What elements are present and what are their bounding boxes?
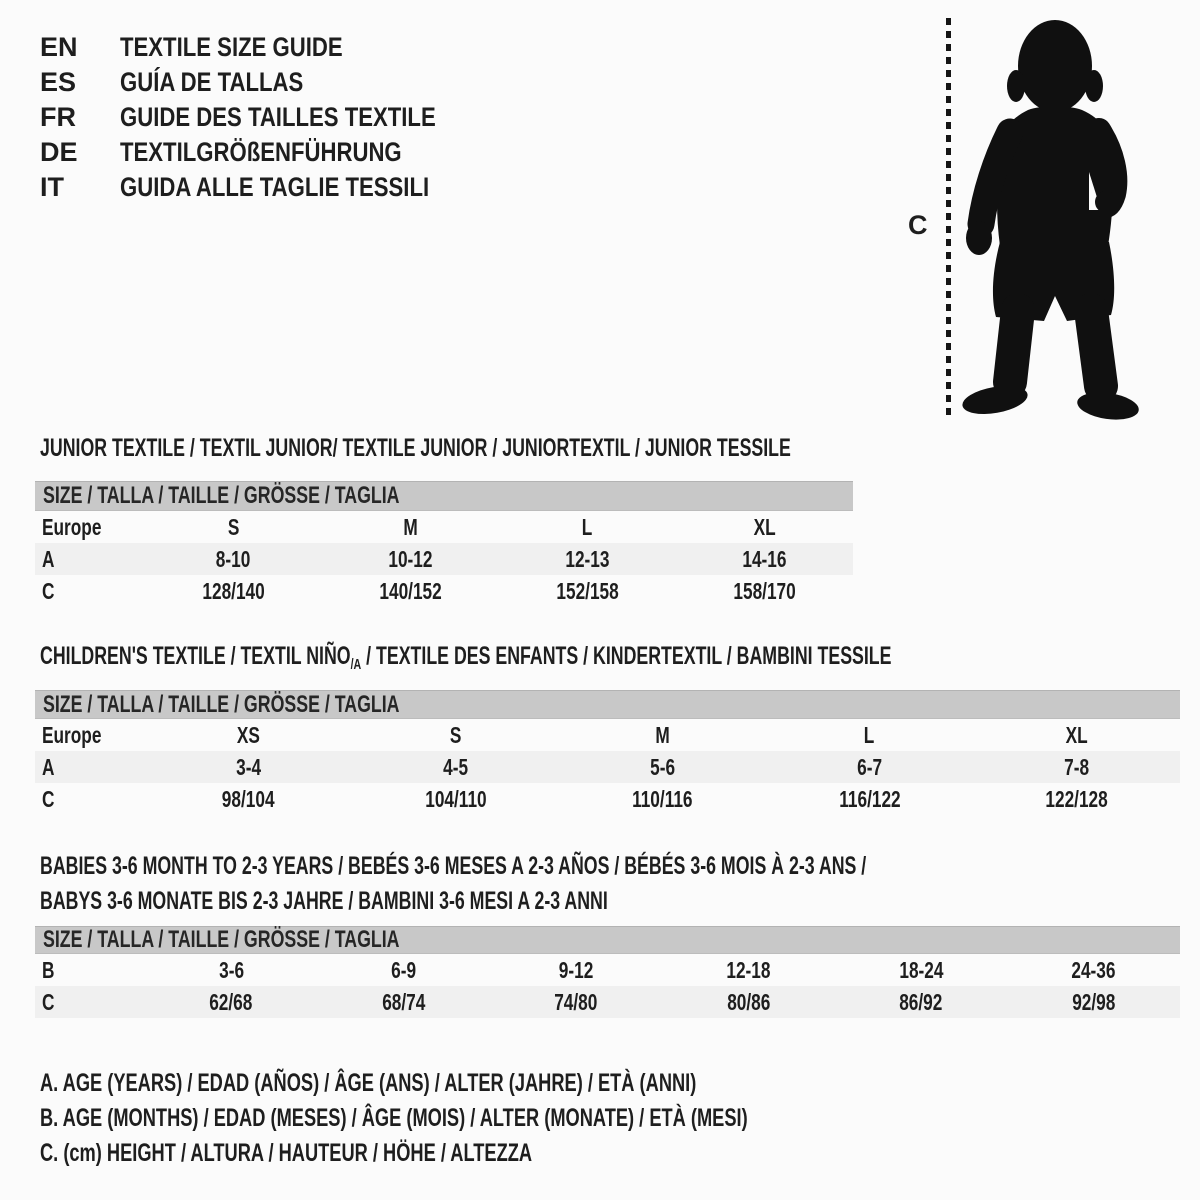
cell-text: L xyxy=(582,513,593,540)
cell-text: 8-10 xyxy=(216,545,251,572)
table-cell xyxy=(145,783,352,815)
size-header-bar xyxy=(35,481,853,511)
table-cell xyxy=(322,575,499,607)
row-label-cell xyxy=(35,986,145,1018)
cell-text: 98/104 xyxy=(222,785,275,812)
table-cell xyxy=(835,954,1008,986)
cell-text: 80/86 xyxy=(727,988,771,1015)
size-header-text: SIZE / TALLA / TAILLE / GRÖSSE / TAGLIA xyxy=(43,690,400,718)
cell-text: S xyxy=(449,721,462,748)
table-row xyxy=(35,783,1180,815)
footnote-text: C. (cm) HEIGHT / ALTURA / HAUTEUR / HÖHE / ALTEZZA xyxy=(40,1139,533,1167)
table-cell xyxy=(145,575,322,607)
footnote-line xyxy=(40,1101,1009,1136)
table-cell xyxy=(663,954,836,986)
cell-text: M xyxy=(403,513,418,540)
table-cell xyxy=(145,954,318,986)
cell-text: 104/110 xyxy=(424,785,487,812)
row-label-cell xyxy=(35,719,145,751)
section-title-text: CHILDREN'S TEXTILE / TEXTIL $NIÑO_{/A}$ / TEXTILE DES ENFANTS / KINDERTEXTIL / BAMBINI TESSILE xyxy=(40,642,892,673)
footnotes xyxy=(40,1066,1009,1171)
table-row xyxy=(35,986,1180,1018)
row-label-cell xyxy=(35,751,145,783)
table-cell xyxy=(676,511,853,543)
section-junior-textile xyxy=(35,433,853,611)
cell-text: 18-24 xyxy=(899,956,944,983)
cell-text: 3-6 xyxy=(218,956,244,983)
cell-text: 9-12 xyxy=(558,956,594,983)
footnote-text: B. AGE (MONTHS) / EDAD (MESES) / ÂGE (MOIS) / ALTER (MONATE) / ETÀ (MESI) xyxy=(40,1104,748,1132)
row-label-cell xyxy=(35,543,145,575)
cell-text: 158/170 xyxy=(733,577,796,604)
table-cell xyxy=(318,954,491,986)
cell-text: 14-16 xyxy=(742,545,787,572)
table-cell xyxy=(499,575,676,607)
table-cell xyxy=(766,783,973,815)
section-title xyxy=(40,433,1098,463)
cell-text: 68/74 xyxy=(382,988,426,1015)
table-cell xyxy=(1008,954,1181,986)
cell-text: Europe xyxy=(42,721,102,748)
cell-text: B xyxy=(42,956,55,983)
table-cell xyxy=(766,751,973,783)
language-row xyxy=(40,65,505,100)
cell-text: S xyxy=(227,513,240,540)
size-header-text: SIZE / TALLA / TAILLE / GRÖSSE / TAGLIA xyxy=(43,482,400,509)
children-size-table xyxy=(35,719,1180,815)
title-subscript: /A xyxy=(350,656,362,673)
cell-text: C xyxy=(42,988,55,1015)
language-row xyxy=(40,170,505,205)
cell-text: M xyxy=(655,721,670,748)
cell-text: 5-6 xyxy=(650,753,675,780)
language-title: TEXTILE SIZE GUIDE xyxy=(120,32,343,62)
table-cell xyxy=(973,751,1180,783)
table-cell xyxy=(663,986,836,1018)
cell-text: A xyxy=(42,545,55,572)
cell-text: L xyxy=(864,721,875,748)
language-row xyxy=(40,135,505,170)
table-cell xyxy=(318,986,491,1018)
section-title xyxy=(40,849,1200,919)
table-cell xyxy=(499,543,676,575)
table-cell xyxy=(145,751,352,783)
cell-text: 110/116 xyxy=(632,785,693,812)
language-title: GUIDA ALLE TAGLIE TESSILI xyxy=(120,172,430,202)
table-cell xyxy=(145,719,352,751)
cell-text: 140/152 xyxy=(379,577,442,604)
language-title: TEXTILGRÖßENFÜHRUNG xyxy=(120,137,402,167)
row-label-cell xyxy=(35,954,145,986)
table-cell xyxy=(145,511,322,543)
language-title: GUIDE DES TAILLES TEXTILE xyxy=(120,102,436,132)
table-row xyxy=(35,954,1180,986)
cell-text: C xyxy=(42,577,55,604)
table-cell xyxy=(145,986,318,1018)
table-cell xyxy=(766,719,973,751)
language-list xyxy=(40,30,505,205)
row-label-cell xyxy=(35,783,145,815)
cell-text: A xyxy=(42,753,55,780)
language-code: DE xyxy=(40,137,78,167)
language-code: FR xyxy=(40,102,76,132)
cell-text: XL xyxy=(753,513,776,540)
cell-text: 74/80 xyxy=(554,988,598,1015)
size-header-bar xyxy=(35,926,1180,954)
table-row xyxy=(35,543,853,575)
toddler-silhouette-icon xyxy=(958,14,1150,426)
table-cell xyxy=(352,719,559,751)
table-cell xyxy=(973,783,1180,815)
height-measure-label: C xyxy=(908,210,928,240)
cell-text: 122/128 xyxy=(1045,785,1108,812)
section-title-text: JUNIOR TEXTILE / TEXTIL JUNIOR/ TEXTILE JUNIOR / JUNIORTEXTIL / JUNIOR TESSILE xyxy=(40,434,791,462)
babies-size-table xyxy=(35,954,1180,1018)
row-label-cell xyxy=(35,575,145,607)
cell-text: 6-9 xyxy=(391,956,417,983)
table-cell xyxy=(490,954,663,986)
footnote-line xyxy=(40,1136,1009,1171)
table-row xyxy=(35,719,1180,751)
table-cell xyxy=(352,783,559,815)
cell-text: 24-36 xyxy=(1071,956,1116,983)
size-header-bar xyxy=(35,690,1180,719)
table-cell xyxy=(559,783,766,815)
language-title: GUÍA DE TALLAS xyxy=(120,67,304,97)
table-cell xyxy=(145,543,322,575)
section-babies-textile xyxy=(35,849,1180,1021)
junior-size-table xyxy=(35,511,853,607)
cell-text: 12-18 xyxy=(726,956,771,983)
cell-text: 116/122 xyxy=(838,785,901,812)
table-cell xyxy=(322,543,499,575)
cell-text: C xyxy=(42,785,55,812)
section-title-line2: BABYS 3-6 MONATE BIS 2-3 JAHRE / BAMBINI 3-6 MESI A 2-3 ANNI xyxy=(40,887,608,915)
cell-text: 6-7 xyxy=(857,753,882,780)
table-cell xyxy=(559,751,766,783)
cell-text: 128/140 xyxy=(202,577,265,604)
cell-text: 86/92 xyxy=(899,988,943,1015)
table-cell xyxy=(499,511,676,543)
table-cell xyxy=(835,986,1008,1018)
table-row xyxy=(35,511,853,543)
cell-text: 152/158 xyxy=(556,577,619,604)
language-row xyxy=(40,30,505,65)
cell-text: 10-12 xyxy=(388,545,433,572)
cell-text: XL xyxy=(1065,721,1088,748)
cell-text: Europe xyxy=(42,513,102,540)
cell-text: 3-4 xyxy=(236,753,261,780)
cell-text: 7-8 xyxy=(1064,753,1089,780)
section-title xyxy=(40,641,1200,675)
table-cell xyxy=(973,719,1180,751)
cell-text: 12-13 xyxy=(565,545,610,572)
cell-text: XS xyxy=(236,721,261,748)
table-cell xyxy=(1008,986,1181,1018)
section-childrens-textile xyxy=(35,641,1180,821)
language-code: EN xyxy=(40,32,78,62)
cell-text: 92/98 xyxy=(1072,988,1116,1015)
footnote-line xyxy=(40,1066,1009,1101)
row-label-cell xyxy=(35,511,145,543)
table-cell xyxy=(559,719,766,751)
table-cell xyxy=(490,986,663,1018)
table-cell xyxy=(676,575,853,607)
table-row xyxy=(35,751,1180,783)
table-cell xyxy=(352,751,559,783)
language-row xyxy=(40,100,505,135)
footnote-text: A. AGE (YEARS) / EDAD (AÑOS) / ÂGE (ANS) / ALTER (JAHRE) / ETÀ (ANNI) xyxy=(40,1069,697,1097)
cell-text: 62/68 xyxy=(209,988,253,1015)
size-header-text: SIZE / TALLA / TAILLE / GRÖSSE / TAGLIA xyxy=(43,926,400,953)
table-cell xyxy=(322,511,499,543)
table-cell xyxy=(676,543,853,575)
language-code: ES xyxy=(40,67,77,97)
height-measure-dashed-line xyxy=(946,18,951,420)
cell-text: 4-5 xyxy=(443,753,468,780)
table-row xyxy=(35,575,853,607)
language-code: IT xyxy=(40,172,64,202)
section-title-line1: BABIES 3-6 MONTH TO 2-3 YEARS / BEBÉS 3-6 MESES A 2-3 AÑOS / BÉBÉS 3-6 MOIS À 2-3 ANS / xyxy=(40,852,867,880)
